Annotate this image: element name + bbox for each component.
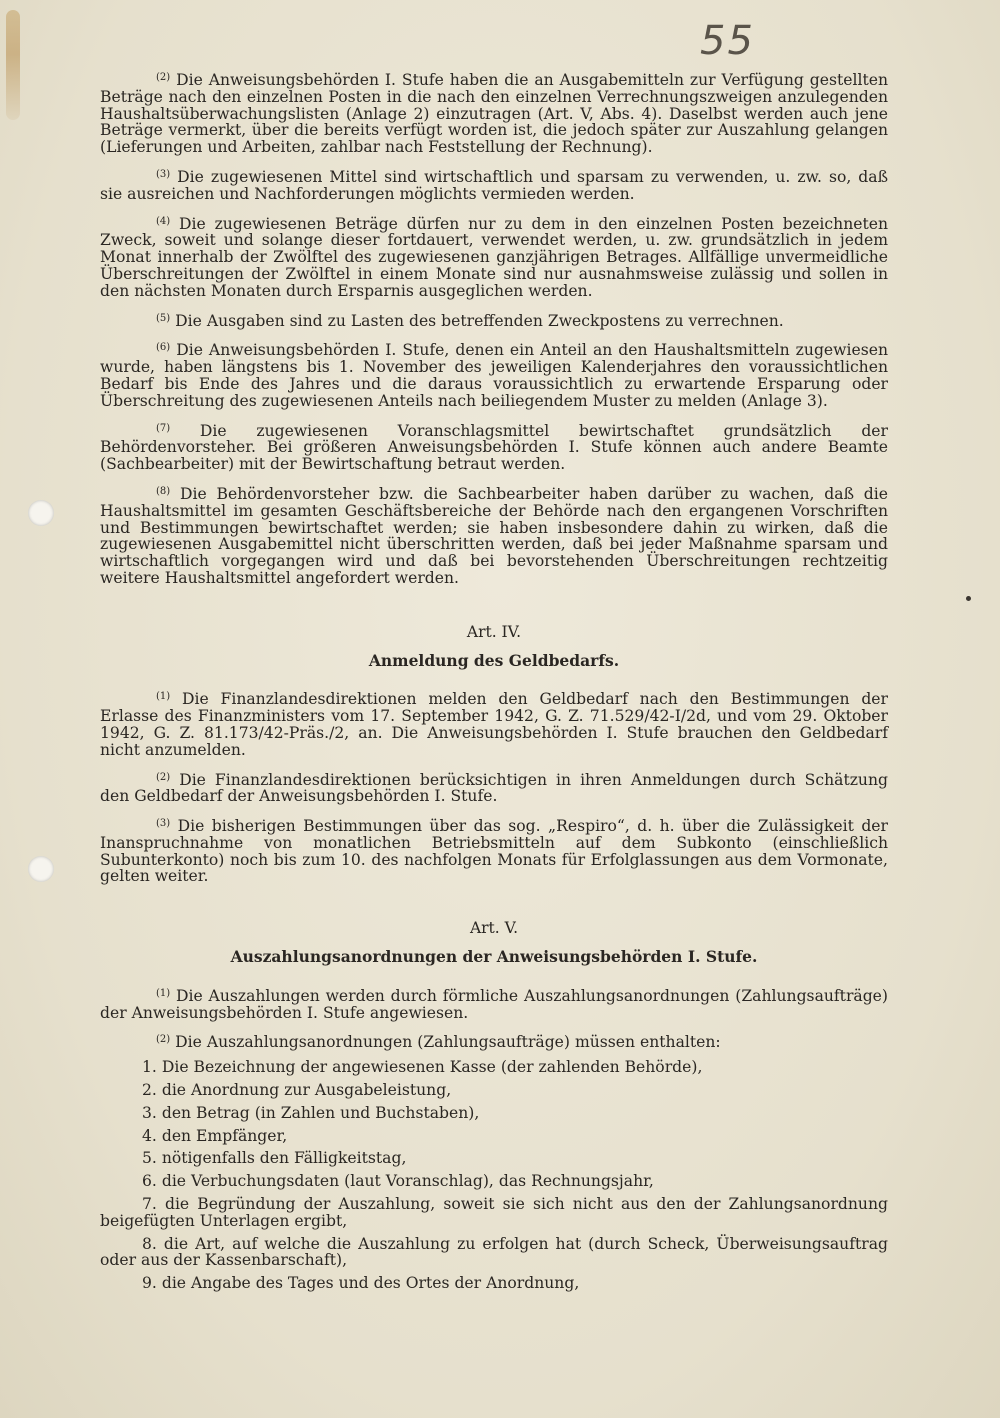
- art5-para-1: $^{(1)}$ Die Auszahlungen werden durch förmliche Auszahlungsanordnungen (Zahlungsaufträge) der Anweisungsbehörden I. Stufe angewiesen.: [100, 986, 888, 1022]
- punch-hole-top: [28, 500, 54, 526]
- art4-heading: Art. IV.: [466, 622, 522, 641]
- art3-para-6: $^{(6)}$ Die Anweisungsbehörden I. Stufe, denen ein Anteil an den Haushaltsmitteln zugewiesen wurde, haben längstens bis 1. November des jeweiligen Kalenderjahres den voraussichtlichen Bedarf bis Ende des Jahres und die daraus voraussichtlich zu erwartende Ersparung oder Überschreitung des zugewiesenen Anteils nach beiliegendem Muster zu melden (Anlage 3).: [100, 341, 888, 410]
- list-item: 4. den Empfänger,: [142, 1126, 288, 1145]
- ink-dot: [966, 596, 971, 601]
- art4-para-1: $^{(1)}$ Die Finanzlandesdirektionen melden den Geldbedarf nach den Bestimmungen der Erlasse des Finanzministers vom 17. September 1942, G. Z. 71.529/42-I/2d, und vom 29. Oktober 1942, G. Z. 81.173/42-Präs./2, an. Die Anweisungsbehörden I. Stufe brauchen den Geldbedarf nicht anzumelden.: [100, 690, 888, 759]
- list-item: 5. nötigenfalls den Fälligkeitstag,: [142, 1149, 407, 1168]
- art3-para-7: $^{(7)}$ Die zugewiesenen Voranschlagsmittel bewirtschaftet grundsätzlich der Behördenvorsteher. Bei größeren Anweisungsbehörden I. Stufe können auch andere Beamte (Sachbearbeiter) mit der Bewirtschaftung betraut werden.: [100, 421, 888, 474]
- art4-para-2: $^{(2)}$ Die Finanzlandesdirektionen berücksichtigen in ihren Anmeldungen durch Schätzung den Geldbedarf der Anweisungsbehörden I. Stufe.: [100, 770, 888, 806]
- list-item: 3. den Betrag (in Zahlen und Buchstaben),: [142, 1103, 480, 1122]
- art3-para-3: $^{(3)}$ Die zugewiesenen Mittel sind wirtschaftlich und sparsam zu verwenden, u. zw. so, daß sie ausreichen und Nachforderungen möglichts vermieden werden.: [100, 167, 888, 203]
- list-item: 2. die Anordnung zur Ausgabeleistung,: [142, 1081, 452, 1100]
- document-body: [100, 70, 888, 1298]
- art5-title: Auszahlungsanordnungen der Anweisungsbehörden I. Stufe.: [230, 947, 758, 967]
- list-item: 6. die Verbuchungsdaten (laut Voranschlag), das Rechnungsjahr,: [142, 1172, 654, 1191]
- art3-para-2: $^{(2)}$ Die Anweisungsbehörden I. Stufe haben die an Ausgabemitteln zur Verfügung gestellten Beträge nach den einzelnen Posten in die nach den einzelnen Verrechnungszweigen anzulegenden Haushaltsüberwachungslisten (Anlage 2) einzutragen (Art. V, Abs. 4). Daselbst werden auch jene Beträge vermerkt, über die bereits verfügt worden ist, die jedoch später zur Auszahlung gelangen (Lieferungen und Arbeiten, zahlbar nach Feststellung der Rechnung).: [100, 71, 888, 157]
- art4-title: Anmeldung des Geldbedarfs.: [368, 650, 620, 670]
- list-item: 9. die Angabe des Tages und des Ortes der Anordnung,: [142, 1274, 580, 1293]
- art5-para-2: $^{(2)}$ Die Auszahlungsanordnungen (Zahlungsaufträge) müssen enthalten:: [156, 1033, 721, 1052]
- list-item: 7. die Begründung der Auszahlung, soweit sie sich nicht aus den der Zahlungsanordnung beigefügten Unterlagen ergibt,: [100, 1195, 888, 1230]
- list-item: 8. die Art, auf welche die Auszahlung zu erfolgen hat (durch Scheck, Überweisungsauftrag oder aus der Kassenbarschaft),: [100, 1234, 888, 1270]
- paper-stain: [6, 10, 20, 120]
- handwritten-page-number: 55: [700, 18, 755, 64]
- list-item: 1. Die Bezeichnung der angewiesenen Kasse (der zahlenden Behörde),: [142, 1058, 703, 1077]
- art3-para-5: $^{(5)}$ Die Ausgaben sind zu Lasten des betreffenden Zweckpostens zu verrechnen.: [156, 311, 784, 330]
- art3-para-4: $^{(4)}$ Die zugewiesenen Beträge dürfen nur zu dem in den einzelnen Posten bezeichneten Zweck, soweit und solange dieser fortdauert, verwendet werden, u. zw. grundsätzlich in jedem Monat innerhalb der Zwölftel des zugewiesenen ganzjährigen Betrages. Allfällige unvermeidliche Überschreitungen der Zwölftel in einem Monate sind nur ausnahmsweise zulässig und sollen in den nächsten Monaten durch Ersparnis ausgeglichen werden.: [100, 214, 889, 300]
- art3-para-8: $^{(8)}$ Die Behördenvorsteher bzw. die Sachbearbeiter haben darüber zu wachen, daß die Haushaltsmittel im gesamten Geschäftsbereiche der Behörde nach den ergangenen Vorschriften und Bestimmungen bewirtschaftet werden; sie haben insbesondere dahin zu wirken, daß die zugewiesenen Ausgabemittel nicht überschritten werden, daß bei jeder Maßnahme sparsam und wirtschaftlich vorgegangen wird und daß bei bevorstehenden Überschreitungen rechtzeitig weitere Haushaltsmittel angefordert werden.: [100, 484, 888, 587]
- art5-heading: Art. V.: [469, 919, 519, 938]
- punch-hole-bottom: [28, 856, 54, 882]
- art4-para-3: $^{(3)}$ Die bisherigen Bestimmungen über das sog. „Respiro“, d. h. über die Zulässigkeit der Inanspruchnahme von monatlichen Betriebsmitteln auf dem Subkonto (einschließlich Subunterkonto) noch bis zum 10. des nachfolgen Monats für Erfolglassungen aus dem Vormonate, gelten weiter.: [100, 817, 888, 886]
- requirements-list: [100, 1059, 888, 1292]
